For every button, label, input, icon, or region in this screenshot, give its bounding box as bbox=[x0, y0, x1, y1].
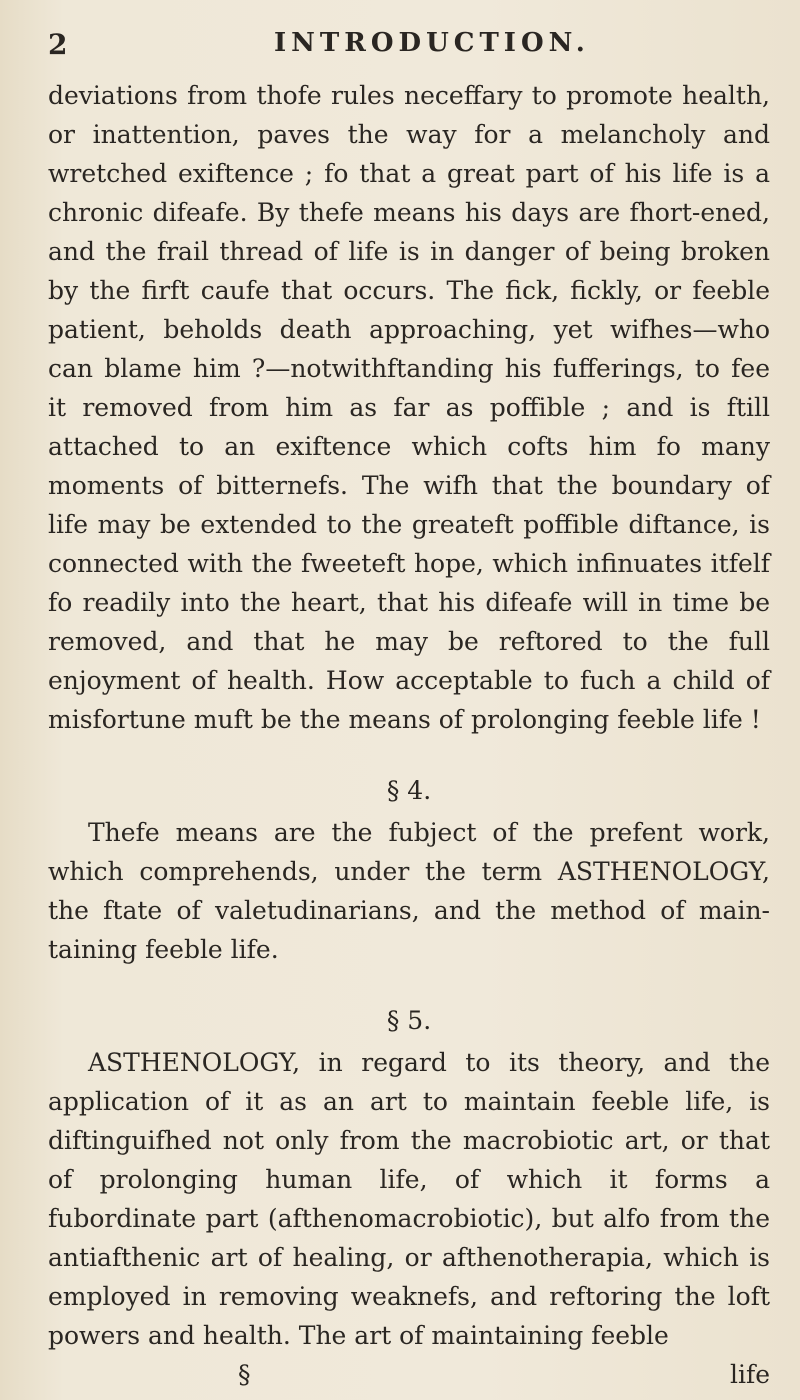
paragraph-section-5: ASTHENOLOGY, in regard to its theory, and the application of it as an art to maintain feeble life, is diftinguifhed not only from the macrobiotic art, or that of prolonging human life, of which it forms a fubordinate part (afthenomacrobiotic), but alfo from the antiafthenic art of healing, or afthenotherapia, which is employed in removing weaknefs, and reftoring the loft powers and health. The art of maintaining feeble bbox=[48, 1048, 770, 1350]
section-heading-4: § 4. bbox=[386, 776, 432, 805]
paragraph-continuation: deviations from thofe rules neceffary to promote health, or inattention, paves the way for a melancholy and wretched exiftence ; fo that a great part of his life is a chronic difeafe. By thefe means his days are fhort-ened, and the frail thread of life is in danger of being broken by the firft caufe that occurs. The fick, fickly, or feeble patient, beholds death approaching, yet wifhes—who can blame him ?—notwithftanding his fufferings, to fee it removed from him as far as poffible ; and is ftill attached to an exiftence which cofts him fo many moments of bitternefs. The wifh that the boundary of life may be extended to the greateft poffible diftance, is connected with the fweeteft hope, which infinuates itfelf fo readily into the heart, that his difeafe will in time be removed, and that he may be reftored to the full enjoyment of health. How acceptable to fuch a child of misfortune muft be the means of prolonging feeble life ! bbox=[48, 81, 770, 734]
catchword: life bbox=[729, 1360, 770, 1389]
page-header bbox=[48, 28, 740, 64]
body-text bbox=[48, 76, 770, 1394]
page-footer bbox=[48, 1355, 770, 1394]
running-head: INTRODUCTION. bbox=[274, 28, 590, 58]
paragraph-section-4: Thefe means are the fubject of the prefent work, which comprehends, under the term ASTHENOLOGY, the ftate of valetudinarians, and the method of main-taining feeble life. bbox=[48, 818, 770, 964]
signature-mark: § bbox=[238, 1360, 251, 1389]
page-number: 2 bbox=[48, 28, 68, 61]
section-heading-5: § 5. bbox=[386, 1006, 432, 1035]
